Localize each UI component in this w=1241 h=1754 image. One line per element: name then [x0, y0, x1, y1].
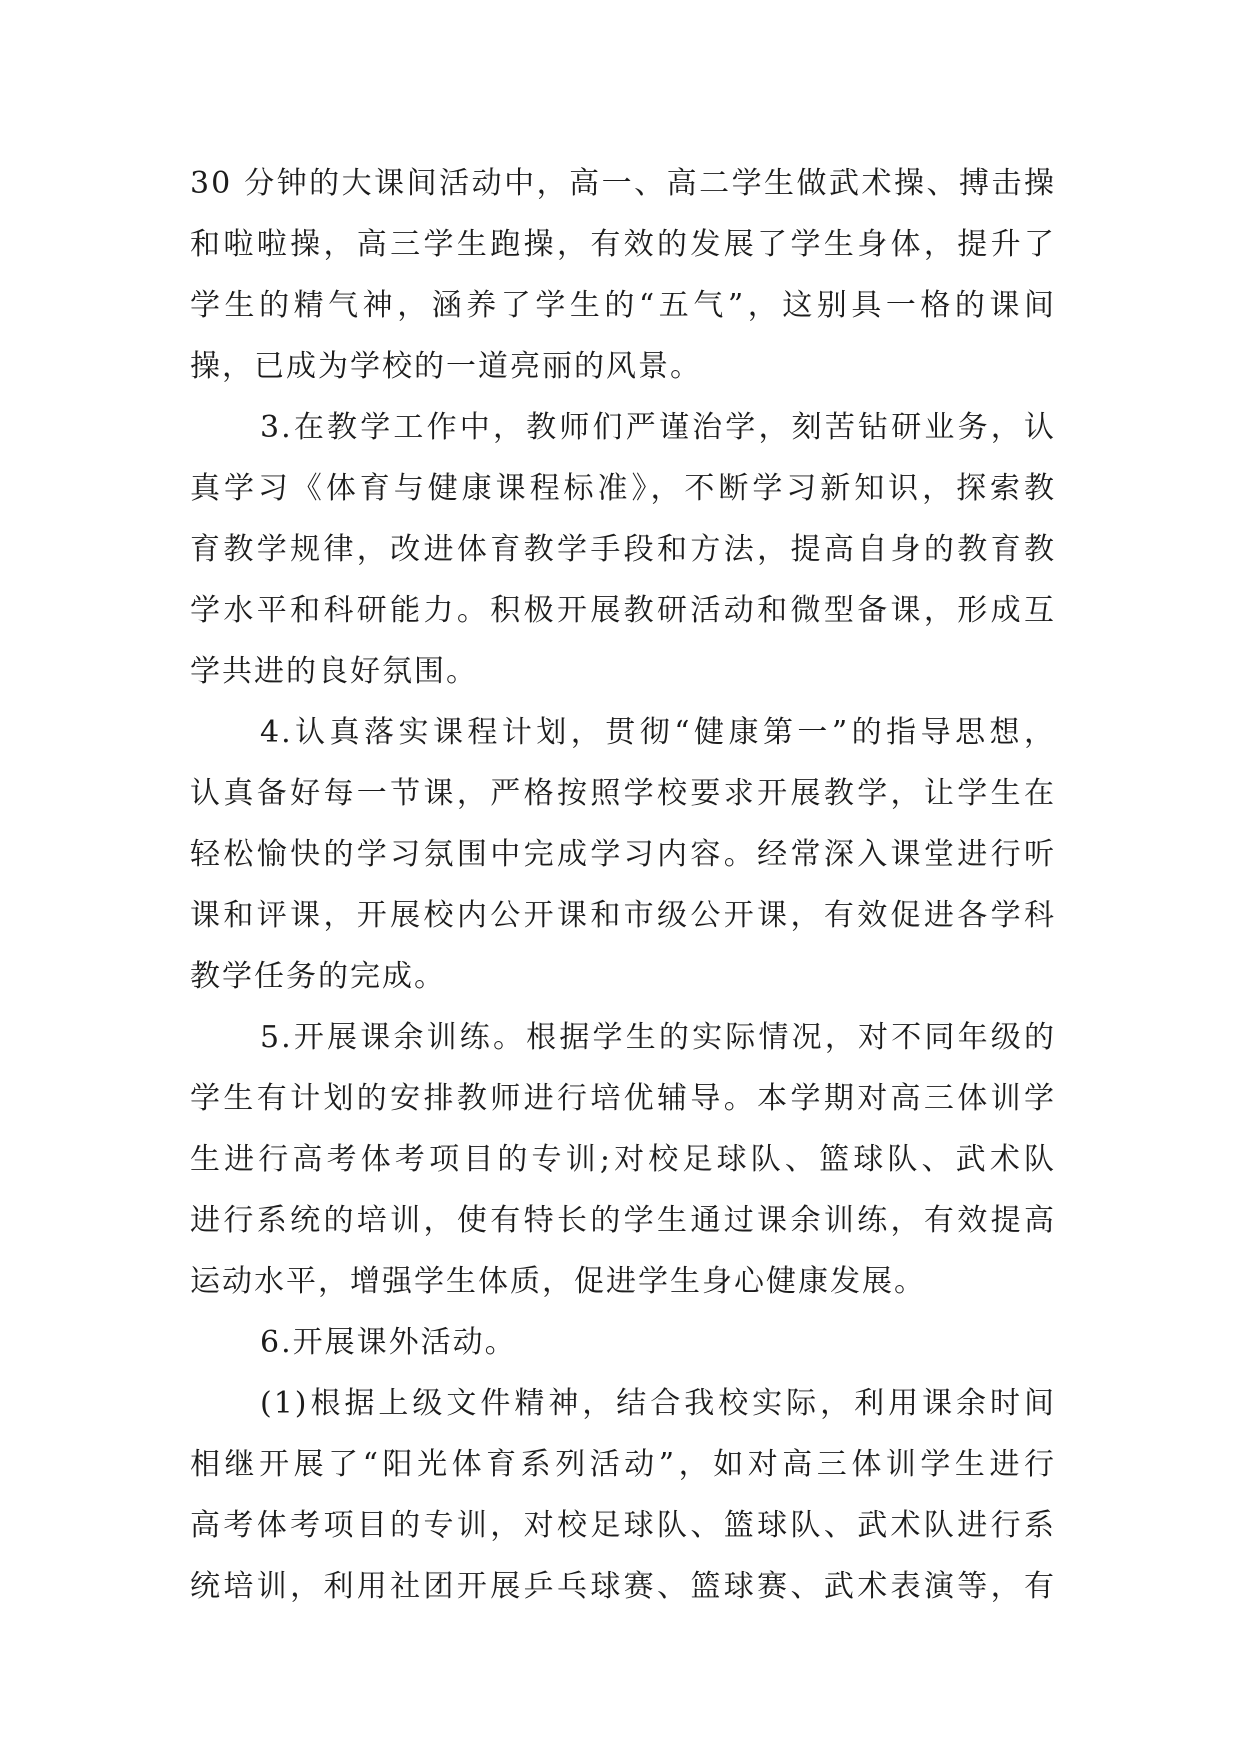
- text-line: 进行系统的培训，使有特长的学生通过课余训练，有效提高: [190, 1203, 1056, 1238]
- paragraph-item-5-extracurricular-training: [190, 1007, 1056, 1312]
- text-line: 4.认真落实课程计划，贯彻“健康第一”的指导思想，: [260, 715, 1056, 750]
- document-page: [190, 153, 1056, 1617]
- paragraph-item-3-teaching-work: [190, 397, 1056, 702]
- paragraph-class-break-activities: [190, 153, 1056, 397]
- text-line: 课和评课，开展校内公开课和市级公开课，有效促进各学科: [190, 898, 1056, 933]
- text-line: 高考体考项目的专训，对校足球队、篮球队、武术队进行系: [190, 1508, 1056, 1543]
- text-line: 6.开展课外活动。: [260, 1325, 517, 1360]
- text-line: 3.在教学工作中，教师们严谨治学，刻苦钻研业务，认: [260, 410, 1056, 445]
- paragraph-subitem-1-sunshine-sports: [190, 1373, 1056, 1617]
- text-line: 相继开展了“阳光体育系列活动”，如对高三体训学生进行: [190, 1447, 1056, 1482]
- text-line: 教学任务的完成。: [190, 959, 446, 994]
- text-line: 真学习《体育与健康课程标准》，不断学习新知识，探索教: [190, 471, 1056, 506]
- text-line: 操，已成为学校的一道亮丽的风景。: [190, 349, 702, 384]
- text-line: 轻松愉快的学习氛围中完成学习内容。经常深入课堂进行听: [190, 837, 1056, 872]
- paragraph-item-6-heading: [190, 1312, 1056, 1373]
- text-line: 30 分钟的大课间活动中，高一、高二学生做武术操、搏击操: [190, 166, 1056, 201]
- text-line: 和啦啦操，高三学生跑操，有效的发展了学生身体，提升了: [190, 227, 1056, 262]
- text-line: 学水平和科研能力。积极开展教研活动和微型备课，形成互: [190, 593, 1056, 628]
- text-line: 运动水平，增强学生体质，促进学生身心健康发展。: [190, 1264, 926, 1299]
- text-line: 5.开展课余训练。根据学生的实际情况，对不同年级的: [260, 1020, 1056, 1055]
- text-line: 育教学规律，改进体育教学手段和方法，提高自身的教育教: [190, 532, 1056, 567]
- text-line: 学生有计划的安排教师进行培优辅导。本学期对高三体训学: [190, 1081, 1056, 1116]
- text-line: 生进行高考体考项目的专训;对校足球队、篮球队、武术队: [190, 1142, 1056, 1177]
- text-line: 学生的精气神，涵养了学生的“五气”，这别具一格的课间: [190, 288, 1056, 323]
- text-line: (1)根据上级文件精神，结合我校实际，利用课余时间: [260, 1386, 1056, 1421]
- text-line: 统培训，利用社团开展乒乓球赛、篮球赛、武术表演等，有: [190, 1569, 1056, 1604]
- text-line: 认真备好每一节课，严格按照学校要求开展教学，让学生在: [190, 776, 1056, 811]
- text-line: 学共进的良好氛围。: [190, 654, 478, 689]
- paragraph-item-4-curriculum-plan: [190, 702, 1056, 1007]
